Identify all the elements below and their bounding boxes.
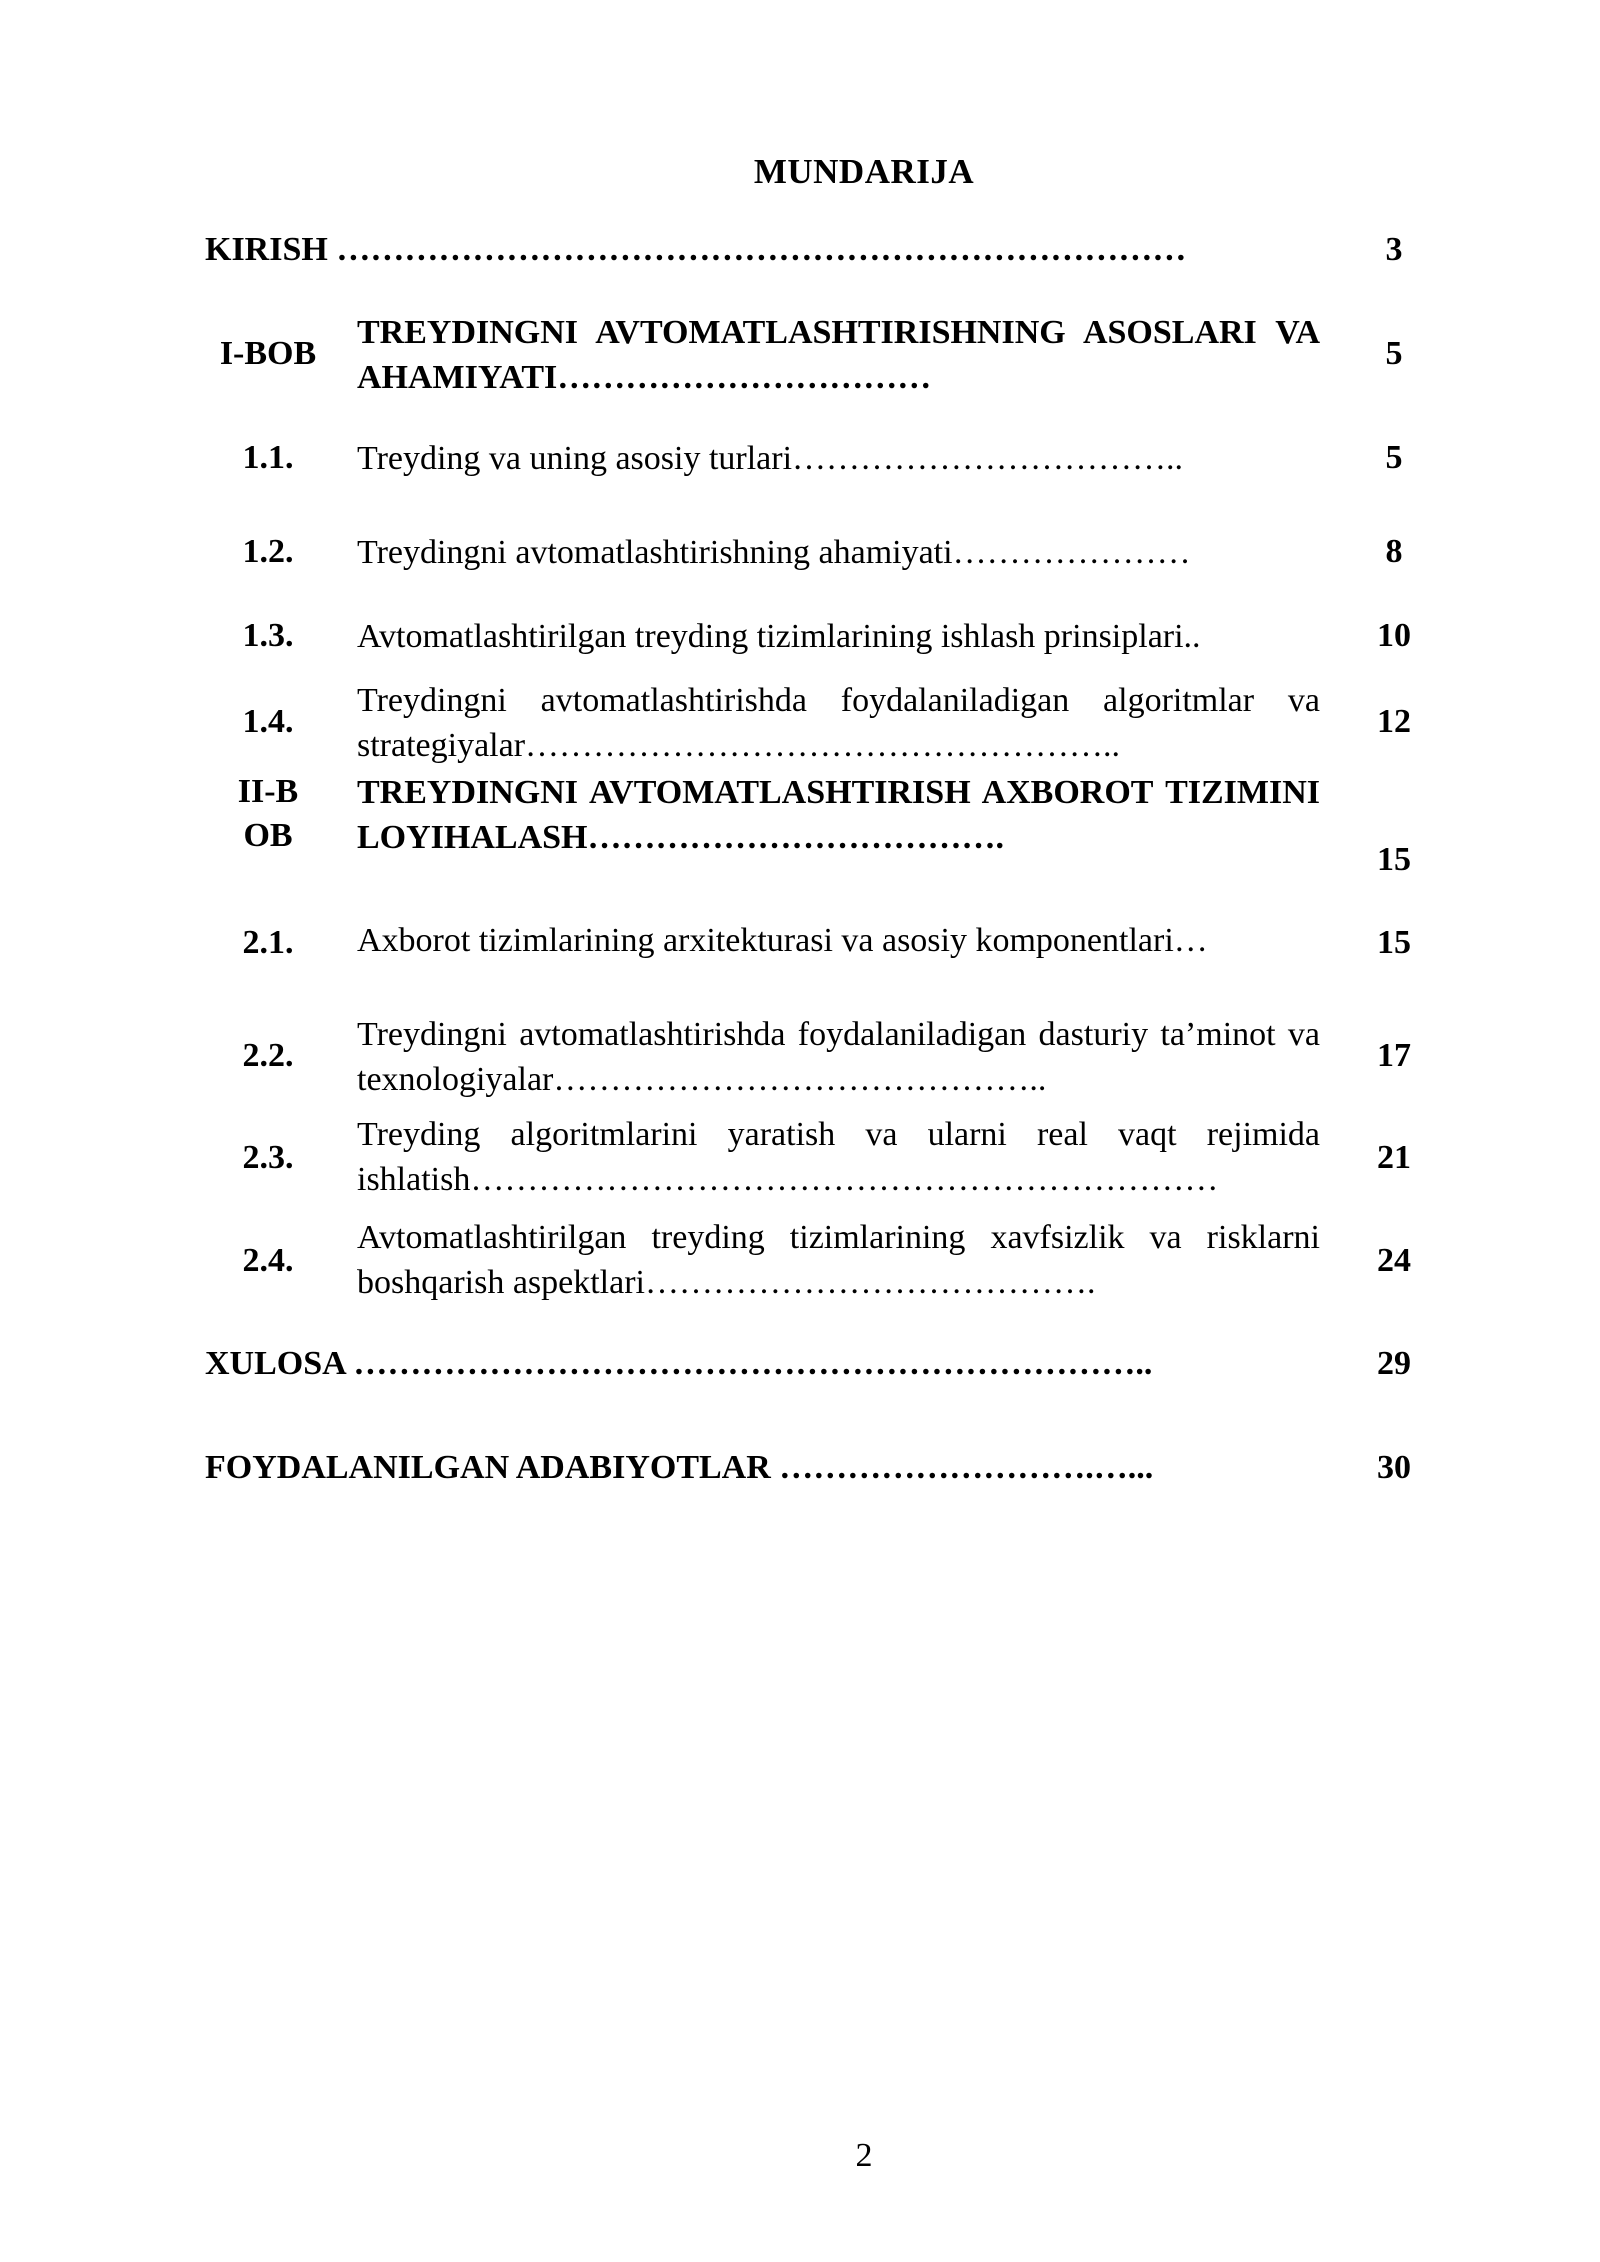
toc-section-number: 1.1. [242, 439, 294, 476]
page-number: 2 [855, 2137, 873, 2174]
toc-section-title: Avtomatlashtirilgan treyding tizimlarining ishlash prinsiplari.. [357, 618, 1201, 655]
page-title: MUNDARIJA [753, 152, 975, 191]
toc-page-number: 21 [1377, 1139, 1411, 1176]
toc-section-title: Treydingni avtomatlashtirishda foydalaniladigan dasturiy ta’minot va texnologiyalar…………………………………….. [357, 1016, 1320, 1098]
toc-page-number: 10 [1377, 617, 1411, 654]
toc-page-number: 8 [1385, 533, 1403, 570]
toc-chapter-title: TREYDINGNI AVTOMATLASHTIRISH AXBOROT TIZIMINI LOYIHALASH………………………………. [357, 774, 1320, 856]
toc-section-title: Treyding va uning asosiy turlari…………………………….. [357, 440, 1184, 477]
toc-section-number: 2.4. [242, 1242, 294, 1279]
toc-section-title: Treyding algoritmlarini yaratish va ularni real vaqt rejimida ishlatish………………………………………………………… [357, 1116, 1320, 1198]
toc-section-number: 1.3. [242, 617, 294, 654]
toc-section-number: 2.1. [242, 924, 294, 961]
toc-entry-title: XULOSA …………………………………………………………….. [205, 1345, 1153, 1382]
toc-page-number: 15 [1377, 841, 1411, 878]
toc-section-number: 1.2. [242, 533, 294, 570]
toc-page-number: 3 [1385, 231, 1403, 268]
toc-page-number: 5 [1385, 439, 1403, 476]
toc-section-number: 2.2. [242, 1037, 294, 1074]
toc-page-number: 15 [1377, 924, 1411, 961]
toc-page-number: 30 [1377, 1449, 1411, 1486]
toc-section-number: 2.3. [242, 1139, 294, 1176]
toc-page-number: 17 [1377, 1037, 1411, 1074]
toc-entry-title: FOYDALANILGAN ADABIYOTLAR ……………………….…... [205, 1449, 1154, 1486]
toc-section-title: Avtomatlashtirilgan treyding tizimlarining xavfsizlik va risklarni boshqarish aspektlari…………………………………. [357, 1219, 1320, 1301]
toc-section-title: Treydingni avtomatlashtirishda foydalaniladigan algoritmlar va strategiyalar…………………………………………….. [357, 682, 1320, 764]
toc-page-number: 24 [1377, 1242, 1411, 1279]
toc-section-title: Treydingni avtomatlashtirishning ahamiyati………………… [357, 534, 1191, 571]
toc-entry-title: KIRISH ………………………………………………………………… [205, 231, 1187, 268]
toc-chapter-number: I-BOB [219, 335, 317, 372]
toc-page-number: 5 [1385, 335, 1403, 372]
toc-page-number: 29 [1377, 1345, 1411, 1382]
toc-page-number: 12 [1377, 703, 1411, 740]
toc-section-title: Axborot tizimlarining arxitekturasi va asosiy komponentlari… [357, 922, 1208, 959]
toc-chapter-title: TREYDINGNI AVTOMATLASHTIRISHNING ASOSLARI VA AHAMIYATI…………………………… [357, 314, 1320, 396]
toc-chapter-number: II-BOB [237, 773, 299, 854]
toc-section-number: 1.4. [242, 703, 294, 740]
